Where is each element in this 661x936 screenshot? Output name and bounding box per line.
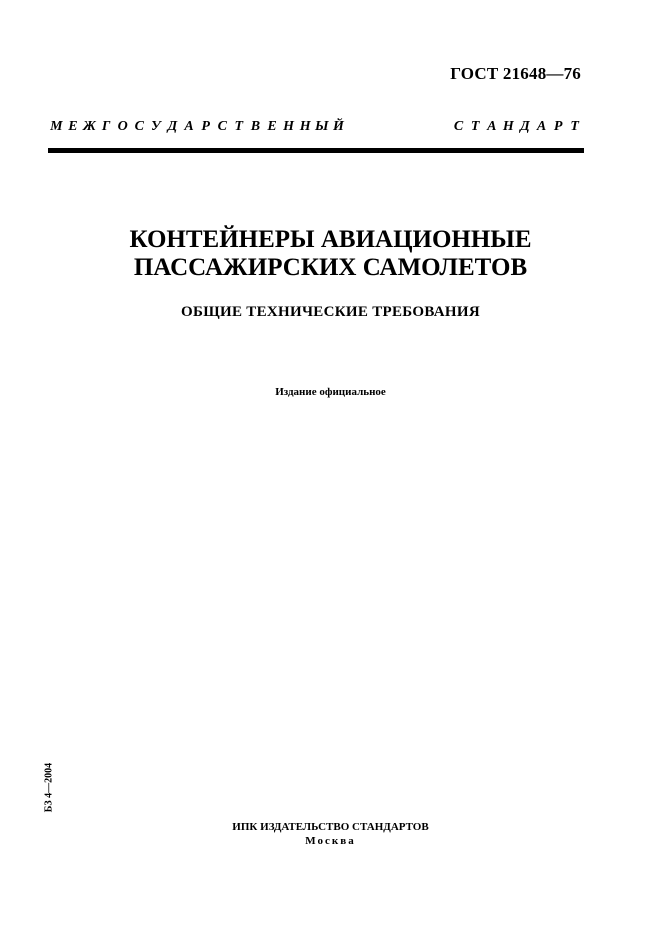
heading-letter: В <box>250 119 261 134</box>
heading-letter: А <box>487 119 497 134</box>
publisher-block <box>0 820 661 848</box>
heading-letter: Н <box>283 119 295 134</box>
heading-letter: У <box>150 119 161 134</box>
heading-letter: Ж <box>83 119 96 134</box>
side-code: БЗ 4—2004 <box>43 762 55 813</box>
title-line-1: КОНТЕЙНЕРЫ АВИАЦИОННЫЕ <box>129 226 532 253</box>
heading-letter: М <box>50 119 63 134</box>
publisher-city: Москва <box>305 835 356 847</box>
standard-type-word-2 <box>450 119 583 135</box>
heading-letter: Й <box>332 119 344 134</box>
heading-letter: Е <box>267 119 277 134</box>
standard-type-heading <box>48 119 583 135</box>
title-line-2: ПАССАЖИРСКИХ САМОЛЕТОВ <box>133 254 528 281</box>
heading-letter: Т <box>470 119 480 134</box>
heading-divider <box>48 148 584 153</box>
heading-letter: Н <box>299 119 311 134</box>
heading-letter: Г <box>101 119 111 134</box>
heading-letter: Е <box>68 119 78 134</box>
heading-letter: А <box>536 119 547 134</box>
heading-letter: Ы <box>315 119 329 134</box>
heading-letter: С <box>453 119 464 134</box>
heading-letter: Р <box>201 119 210 134</box>
document-subtitle: ОБЩИЕ ТЕХНИЧЕСКИЕ ТРЕБОВАНИЯ <box>181 304 480 320</box>
standard-type-word-1 <box>48 119 347 135</box>
heading-letter: Д <box>520 119 530 134</box>
document-title <box>0 226 661 282</box>
heading-letter: Н <box>502 119 514 134</box>
edition-label: Издание официальное <box>275 386 386 398</box>
heading-letter: С <box>134 119 144 134</box>
heading-letter: Т <box>570 119 579 134</box>
heading-letter: С <box>217 119 227 134</box>
heading-letter: Р <box>553 119 563 134</box>
heading-letter: Т <box>234 119 244 134</box>
heading-letter: А <box>184 119 194 134</box>
publisher-name: ИПК ИЗДАТЕЛЬСТВО СТАНДАРТОВ <box>232 821 429 833</box>
heading-letter: Д <box>167 119 178 134</box>
heading-letter: О <box>117 119 128 134</box>
document-number: ГОСТ 21648—76 <box>450 64 581 83</box>
